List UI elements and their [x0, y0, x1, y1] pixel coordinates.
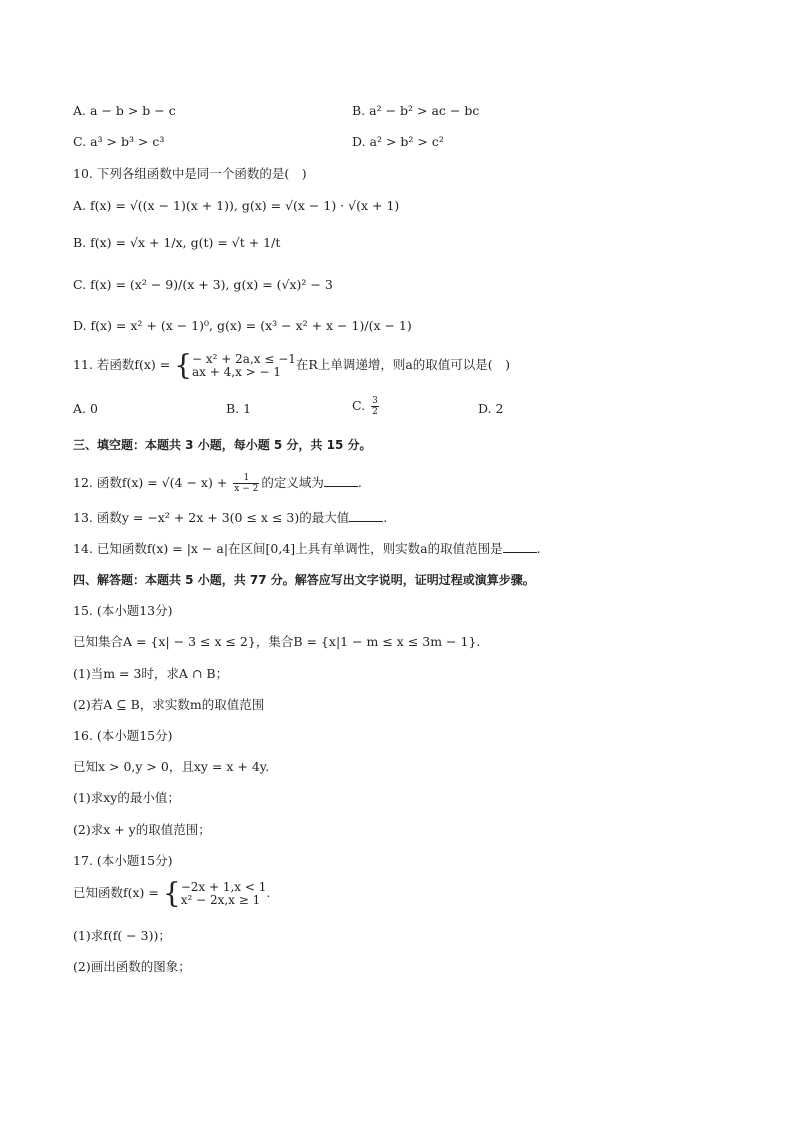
- q16-part-1: (1)求xy的最小值；: [73, 790, 180, 805]
- q12-fraction: [233, 473, 259, 494]
- q13-line: [73, 509, 387, 527]
- q14-line: [73, 540, 541, 558]
- q15-stem: 已知集合A = {x| − 3 ≤ x ≤ 2}，集合B = {x|1 − m ≤ x ≤ 3m − 1}.: [73, 634, 481, 649]
- q10-option-b: B. f(x) = √x + 1/x, g(t) = √t + 1/t: [73, 235, 281, 250]
- q11-option-d: D. 2: [478, 401, 504, 416]
- q15-part-2: (2)若A ⊆ B，求实数m的取值范围: [73, 697, 265, 712]
- q9-option-b: B. a² − b² > ac − bc: [352, 103, 480, 118]
- q11-piecewise: [192, 353, 296, 379]
- q11-option-a: A. 0: [73, 401, 98, 416]
- q11-option-c: [352, 396, 381, 417]
- q16-title: 16. (本小题15分): [73, 728, 173, 743]
- q14-prefix: 14. 已知函数f(x) = |x − a|在区间[0,4]上具有单调性，则实数a的取值范围是: [73, 541, 503, 556]
- q12-suffix: 的定义域为: [261, 475, 324, 490]
- q15-part-1: (1)当m = 3时，求A ∩ B；: [73, 666, 229, 681]
- q11-option-c-fraction: [371, 396, 379, 417]
- answer-blank[interactable]: [503, 540, 537, 553]
- q17-case-2: x² − 2x,x ≥ 1: [180, 892, 261, 907]
- q11-stem-suffix: 在R上单调递增，则a的取值可以是( ): [295, 357, 511, 372]
- q17-stem-prefix: 已知函数f(x) =: [73, 885, 163, 900]
- q11-case-2: ax + 4,x > − 1: [192, 364, 282, 379]
- fraction-numerator: 3: [372, 396, 378, 406]
- answer-blank[interactable]: [324, 474, 358, 487]
- q10-option-c: C. f(x) = (x² − 9)/(x + 3), g(x) = (√x)² − 3: [73, 277, 333, 292]
- q17-part-2: (2)画出函数的图象；: [73, 959, 191, 974]
- q11-case-1: − x² + 2a,x ≤ −1: [192, 351, 296, 366]
- fraction-denominator: 2: [372, 407, 378, 417]
- answer-blank[interactable]: [349, 509, 383, 522]
- q16-stem: 已知x > 0,y > 0，且xy = x + 4y.: [73, 759, 270, 774]
- q12-line: [73, 470, 362, 496]
- left-brace-icon: {: [162, 876, 181, 910]
- q10-stem: 10. 下列各组函数中是同一个函数的是( ): [73, 166, 307, 181]
- q14-end: .: [536, 541, 541, 556]
- q11-stem-prefix: 11. 若函数f(x) =: [73, 357, 175, 372]
- q17-stem: [73, 878, 270, 908]
- fraction-denominator: x − 2: [234, 484, 259, 494]
- q17-piecewise: [181, 881, 267, 907]
- q12-end: .: [357, 475, 362, 490]
- q13-end: .: [383, 510, 388, 525]
- q9-option-d: D. a² > b² > c²: [352, 134, 444, 149]
- q17-case-1: −2x + 1,x < 1: [180, 879, 267, 894]
- q15-title: 15. (本小题13分): [73, 603, 173, 618]
- q9-option-a: A. a − b > b − c: [73, 103, 176, 118]
- q17-stem-suffix: .: [266, 885, 271, 900]
- q9-option-c: C. a³ > b³ > c³: [73, 134, 165, 149]
- q17-title: 17. (本小题15分): [73, 853, 173, 868]
- q11-option-c-label: C.: [352, 398, 366, 413]
- q13-prefix: 13. 函数y = −x² + 2x + 3(0 ≤ x ≤ 3)的最大值: [73, 510, 350, 525]
- q12-prefix: 12. 函数f(x) = √(4 − x) +: [73, 475, 232, 490]
- q11-option-b: B. 1: [226, 401, 252, 416]
- q17-part-1: (1)求f(f( − 3))；: [73, 928, 171, 943]
- q10-option-d: D. f(x) = x² + (x − 1)⁰, g(x) = (x³ − x² + x − 1)/(x − 1): [73, 318, 412, 333]
- q11-stem: [73, 350, 510, 380]
- section-3-heading: 三、填空题：本题共 3 小题，每小题 5 分，共 15 分。: [73, 438, 372, 452]
- fraction-numerator: 1: [233, 473, 259, 484]
- left-brace-icon: {: [174, 348, 193, 382]
- q10-option-a: A. f(x) = √((x − 1)(x + 1)), g(x) = √(x − 1) · √(x + 1): [73, 198, 400, 213]
- section-4-heading: 四、解答题：本题共 5 小题，共 77 分。解答应写出文字说明，证明过程或演算步骤。: [73, 573, 535, 587]
- q16-part-2: (2)求x + y的取值范围；: [73, 822, 211, 837]
